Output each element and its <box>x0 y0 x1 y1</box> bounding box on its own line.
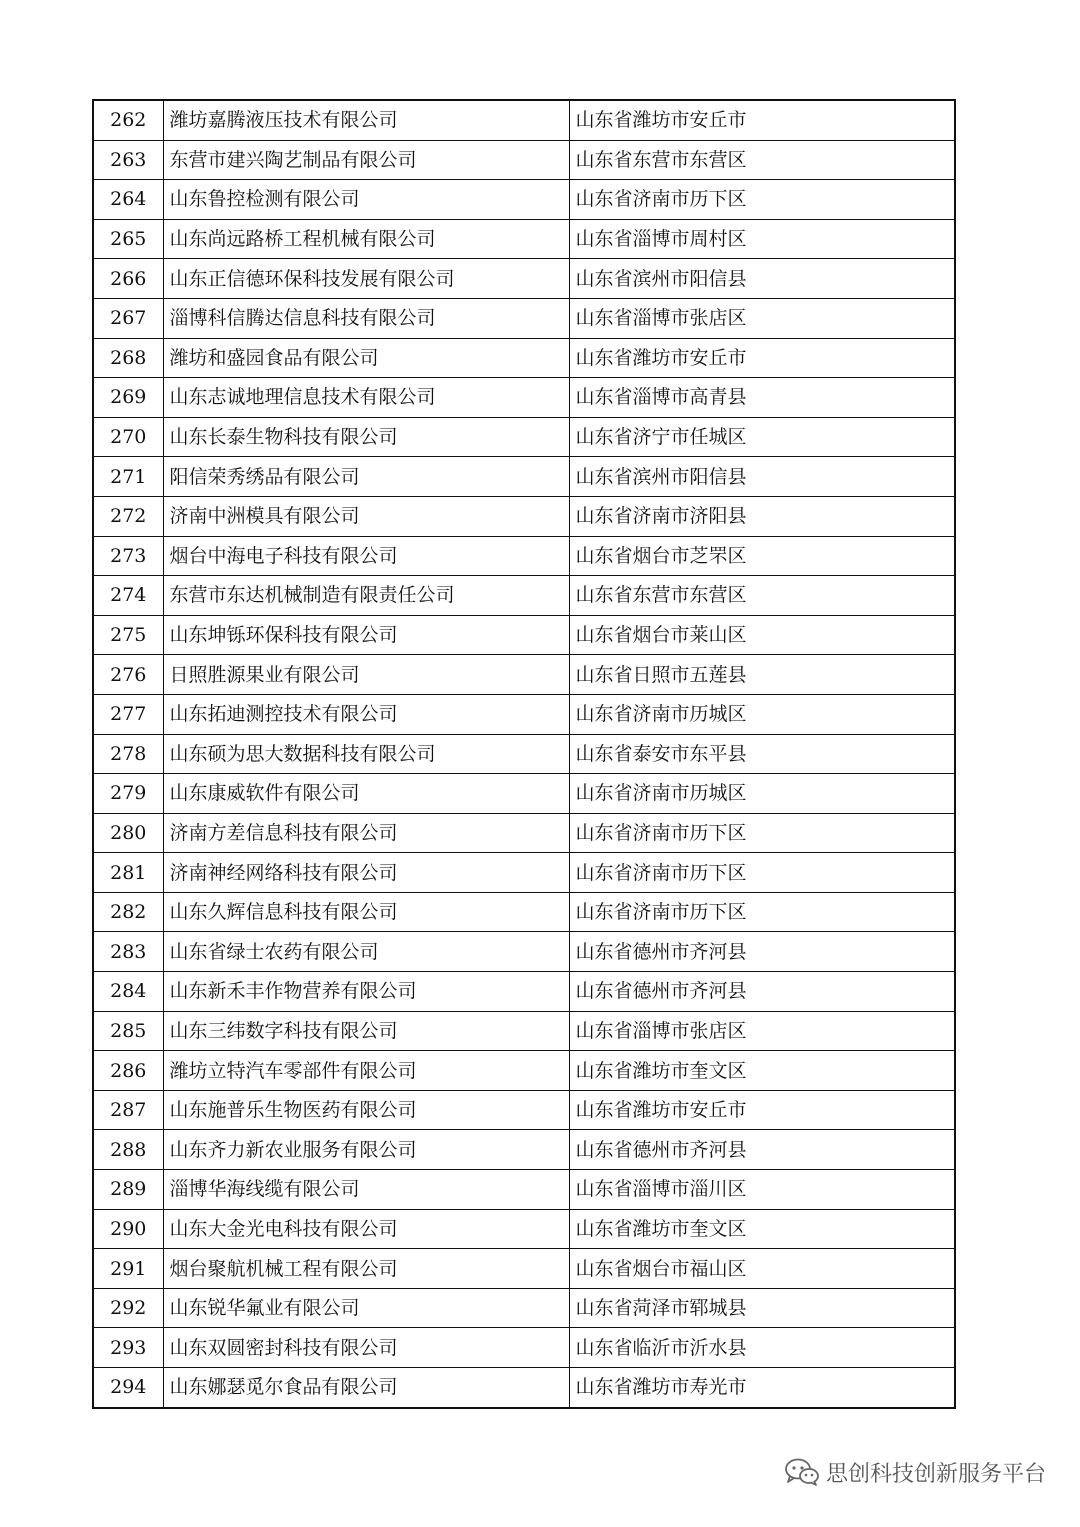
row-number-cell: 294 <box>93 1368 163 1408</box>
company-name-cell: 潍坊嘉腾液压技术有限公司 <box>163 100 569 140</box>
company-name-cell: 山东娜瑟觅尔食品有限公司 <box>163 1368 569 1408</box>
table-row <box>93 140 955 180</box>
row-number-cell: 272 <box>93 496 163 536</box>
table-row <box>93 1170 955 1210</box>
table-row <box>93 1249 955 1289</box>
location-cell: 山东省烟台市莱山区 <box>569 615 955 655</box>
row-number-cell: 270 <box>93 417 163 457</box>
row-number-cell: 293 <box>93 1328 163 1368</box>
location-cell: 山东省济南市历下区 <box>569 853 955 893</box>
row-number-cell: 264 <box>93 180 163 220</box>
location-cell: 山东省济南市历下区 <box>569 180 955 220</box>
row-number-cell: 282 <box>93 892 163 932</box>
company-name-cell: 烟台中海电子科技有限公司 <box>163 536 569 576</box>
company-name-cell: 山东志诚地理信息技术有限公司 <box>163 378 569 418</box>
company-name-cell: 东营市建兴陶艺制品有限公司 <box>163 140 569 180</box>
company-name-cell: 山东施普乐生物医药有限公司 <box>163 1090 569 1130</box>
company-name-cell: 山东齐力新农业服务有限公司 <box>163 1130 569 1170</box>
row-number-cell: 284 <box>93 972 163 1012</box>
table-row <box>93 457 955 497</box>
company-name-cell: 淄博科信腾达信息科技有限公司 <box>163 298 569 338</box>
row-number-cell: 265 <box>93 219 163 259</box>
company-name-cell: 山东鲁控检测有限公司 <box>163 180 569 220</box>
row-number-cell: 275 <box>93 615 163 655</box>
location-cell: 山东省菏泽市郓城县 <box>569 1288 955 1328</box>
company-name-cell: 济南中洲模具有限公司 <box>163 496 569 536</box>
wechat-icon <box>784 1457 820 1487</box>
row-number-cell: 263 <box>93 140 163 180</box>
company-name-cell: 山东三纬数字科技有限公司 <box>163 1011 569 1051</box>
table-row <box>93 417 955 457</box>
location-cell: 山东省淄博市张店区 <box>569 298 955 338</box>
company-name-cell: 山东正信德环保科技发展有限公司 <box>163 259 569 299</box>
table-row <box>93 694 955 734</box>
company-name-cell: 山东拓迪测控技术有限公司 <box>163 694 569 734</box>
company-name-cell: 山东双圆密封科技有限公司 <box>163 1328 569 1368</box>
company-name-cell: 济南神经网络科技有限公司 <box>163 853 569 893</box>
location-cell: 山东省淄博市高青县 <box>569 378 955 418</box>
watermark <box>784 1454 1046 1490</box>
company-name-cell: 淄博华海线缆有限公司 <box>163 1170 569 1210</box>
table-row <box>93 219 955 259</box>
company-name-cell: 山东锐华氟业有限公司 <box>163 1288 569 1328</box>
table-row <box>93 615 955 655</box>
company-name-cell: 东营市东达机械制造有限责任公司 <box>163 576 569 616</box>
table-row <box>93 1328 955 1368</box>
location-cell: 山东省烟台市芝罘区 <box>569 536 955 576</box>
location-cell: 山东省济宁市任城区 <box>569 417 955 457</box>
location-cell: 山东省东营市东营区 <box>569 576 955 616</box>
location-cell: 山东省潍坊市安丘市 <box>569 338 955 378</box>
location-cell: 山东省日照市五莲县 <box>569 655 955 695</box>
row-number-cell: 274 <box>93 576 163 616</box>
location-cell: 山东省德州市齐河县 <box>569 972 955 1012</box>
location-cell: 山东省济南市历城区 <box>569 694 955 734</box>
row-number-cell: 291 <box>93 1249 163 1289</box>
company-name-cell: 山东大金光电科技有限公司 <box>163 1209 569 1249</box>
location-cell: 山东省临沂市沂水县 <box>569 1328 955 1368</box>
company-name-cell: 山东长泰生物科技有限公司 <box>163 417 569 457</box>
row-number-cell: 289 <box>93 1170 163 1210</box>
location-cell: 山东省淄博市淄川区 <box>569 1170 955 1210</box>
row-number-cell: 262 <box>93 100 163 140</box>
row-number-cell: 287 <box>93 1090 163 1130</box>
table-row <box>93 259 955 299</box>
location-cell: 山东省潍坊市寿光市 <box>569 1368 955 1408</box>
row-number-cell: 271 <box>93 457 163 497</box>
location-cell: 山东省烟台市福山区 <box>569 1249 955 1289</box>
table-row <box>93 1090 955 1130</box>
company-name-cell: 潍坊立特汽车零部件有限公司 <box>163 1051 569 1091</box>
company-name-cell: 日照胜源果业有限公司 <box>163 655 569 695</box>
company-name-cell: 山东久辉信息科技有限公司 <box>163 892 569 932</box>
table-row <box>93 853 955 893</box>
location-cell: 山东省泰安市东平县 <box>569 734 955 774</box>
company-name-cell: 山东尚远路桥工程机械有限公司 <box>163 219 569 259</box>
location-cell: 山东省潍坊市奎文区 <box>569 1209 955 1249</box>
row-number-cell: 286 <box>93 1051 163 1091</box>
row-number-cell: 290 <box>93 1209 163 1249</box>
row-number-cell: 268 <box>93 338 163 378</box>
company-name-cell: 山东康威软件有限公司 <box>163 774 569 814</box>
table-row <box>93 1130 955 1170</box>
company-name-cell: 山东硕为思大数据科技有限公司 <box>163 734 569 774</box>
row-number-cell: 279 <box>93 774 163 814</box>
location-cell: 山东省潍坊市安丘市 <box>569 100 955 140</box>
table-row <box>93 1051 955 1091</box>
location-cell: 山东省德州市齐河县 <box>569 932 955 972</box>
location-cell: 山东省滨州市阳信县 <box>569 457 955 497</box>
table-body <box>93 100 955 1408</box>
table-row <box>93 892 955 932</box>
row-number-cell: 281 <box>93 853 163 893</box>
location-cell: 山东省济南市历城区 <box>569 774 955 814</box>
table-row <box>93 100 955 140</box>
table-row <box>93 1209 955 1249</box>
company-name-cell: 山东新禾丰作物营养有限公司 <box>163 972 569 1012</box>
table-row <box>93 932 955 972</box>
location-cell: 山东省潍坊市奎文区 <box>569 1051 955 1091</box>
row-number-cell: 283 <box>93 932 163 972</box>
row-number-cell: 280 <box>93 813 163 853</box>
company-name-cell: 阳信荣秀绣品有限公司 <box>163 457 569 497</box>
table-row <box>93 1368 955 1408</box>
row-number-cell: 278 <box>93 734 163 774</box>
location-cell: 山东省东营市东营区 <box>569 140 955 180</box>
table-row <box>93 774 955 814</box>
watermark-text: 思创科技创新服务平台 <box>825 1461 1046 1487</box>
table-row <box>93 180 955 220</box>
location-cell: 山东省潍坊市安丘市 <box>569 1090 955 1130</box>
row-number-cell: 269 <box>93 378 163 418</box>
table-row <box>93 813 955 853</box>
row-number-cell: 267 <box>93 298 163 338</box>
table-row <box>93 1288 955 1328</box>
row-number-cell: 273 <box>93 536 163 576</box>
company-name-cell: 山东省绿士农药有限公司 <box>163 932 569 972</box>
row-number-cell: 277 <box>93 694 163 734</box>
table-row <box>93 338 955 378</box>
company-list-table <box>92 99 956 1409</box>
table-row <box>93 972 955 1012</box>
table-row <box>93 1011 955 1051</box>
location-cell: 山东省济南市济阳县 <box>569 496 955 536</box>
location-cell: 山东省济南市历下区 <box>569 892 955 932</box>
company-name-cell: 潍坊和盛园食品有限公司 <box>163 338 569 378</box>
row-number-cell: 292 <box>93 1288 163 1328</box>
row-number-cell: 276 <box>93 655 163 695</box>
row-number-cell: 266 <box>93 259 163 299</box>
table-row <box>93 655 955 695</box>
table-row <box>93 734 955 774</box>
table-row <box>93 536 955 576</box>
location-cell: 山东省德州市齐河县 <box>569 1130 955 1170</box>
table-row <box>93 576 955 616</box>
table-row <box>93 298 955 338</box>
row-number-cell: 288 <box>93 1130 163 1170</box>
row-number-cell: 285 <box>93 1011 163 1051</box>
table-row <box>93 378 955 418</box>
location-cell: 山东省济南市历下区 <box>569 813 955 853</box>
company-name-cell: 山东坤铄环保科技有限公司 <box>163 615 569 655</box>
location-cell: 山东省滨州市阳信县 <box>569 259 955 299</box>
company-name-cell: 济南方差信息科技有限公司 <box>163 813 569 853</box>
location-cell: 山东省淄博市张店区 <box>569 1011 955 1051</box>
location-cell: 山东省淄博市周村区 <box>569 219 955 259</box>
table-row <box>93 496 955 536</box>
company-name-cell: 烟台聚航机械工程有限公司 <box>163 1249 569 1289</box>
